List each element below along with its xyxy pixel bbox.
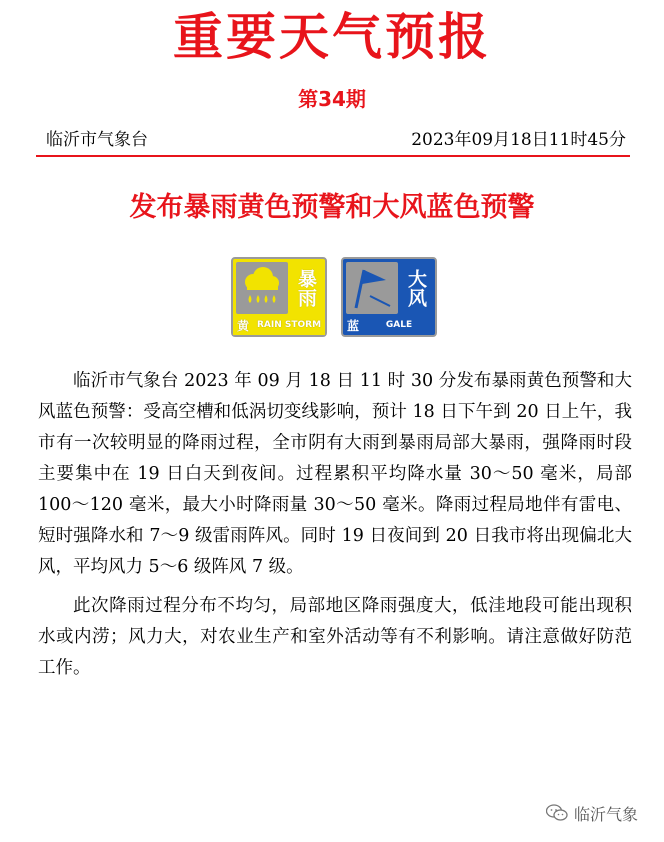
rainstorm-label-bar <box>233 315 325 335</box>
gale-label-bar <box>343 315 435 335</box>
rainstorm-en-label: RAIN STORM <box>256 320 322 330</box>
paragraph-advice: 此次降雨过程分布不均匀，局部地区降雨强度大，低洼地段可能出现积水或内涝；风力大，对农业生产和室外活动等有不利影响。请注意做好防范工作。 <box>38 596 632 678</box>
issue-number: 第34期 <box>298 87 366 111</box>
rainstorm-yellow-signal <box>231 257 327 337</box>
rain-cloud-icon <box>236 262 288 314</box>
warning-headline: 发布暴雨黄色预警和大风蓝色预警 <box>129 192 535 223</box>
issuer: 临沂市气象台 <box>46 130 148 150</box>
gale-blue-signal <box>341 257 437 337</box>
rainstorm-color-label: 黄 <box>236 318 249 333</box>
wind-flag-icon <box>346 262 398 314</box>
red-divider <box>36 155 630 157</box>
wechat-icon <box>546 804 568 822</box>
header-row <box>38 126 630 154</box>
bulletin-body <box>38 366 632 692</box>
paragraph-forecast: 临沂市气象台 2023 年 09 月 18 日 11 时 30 分发布暴雨黄色预警和大风蓝色预警：受高空槽和低涡切变线影响，预计 18 日下午到 20 日上午，我市有一次较明显的降雨过程，全市阴有大雨到暴雨局部大暴雨，强降雨时段主要集中在 19 日白天到夜间。过程累积平均降水量 30～50 毫米，局部 100～120 毫米，最大小时降雨量 30～50 毫米。降雨过程局地伴有雷电、短时强降水和 7～9 级雷雨阵风。同时 19 日夜间到 20 日我市将出现偏北大风，平均风力 5～6 级阵风 7 级。 <box>38 371 632 577</box>
source-watermark <box>546 800 638 826</box>
gale-color-label: 蓝 <box>346 318 359 333</box>
document-title: 重要天气预报 <box>173 8 491 66</box>
rainstorm-cn-label: 暴雨 <box>295 269 317 307</box>
issue-datetime: 2023年09月18日11时45分 <box>411 130 626 150</box>
gale-cn-label: 大风 <box>405 269 427 307</box>
gale-en-label: GALE <box>385 320 413 330</box>
source-name: 临沂气象 <box>573 804 638 824</box>
